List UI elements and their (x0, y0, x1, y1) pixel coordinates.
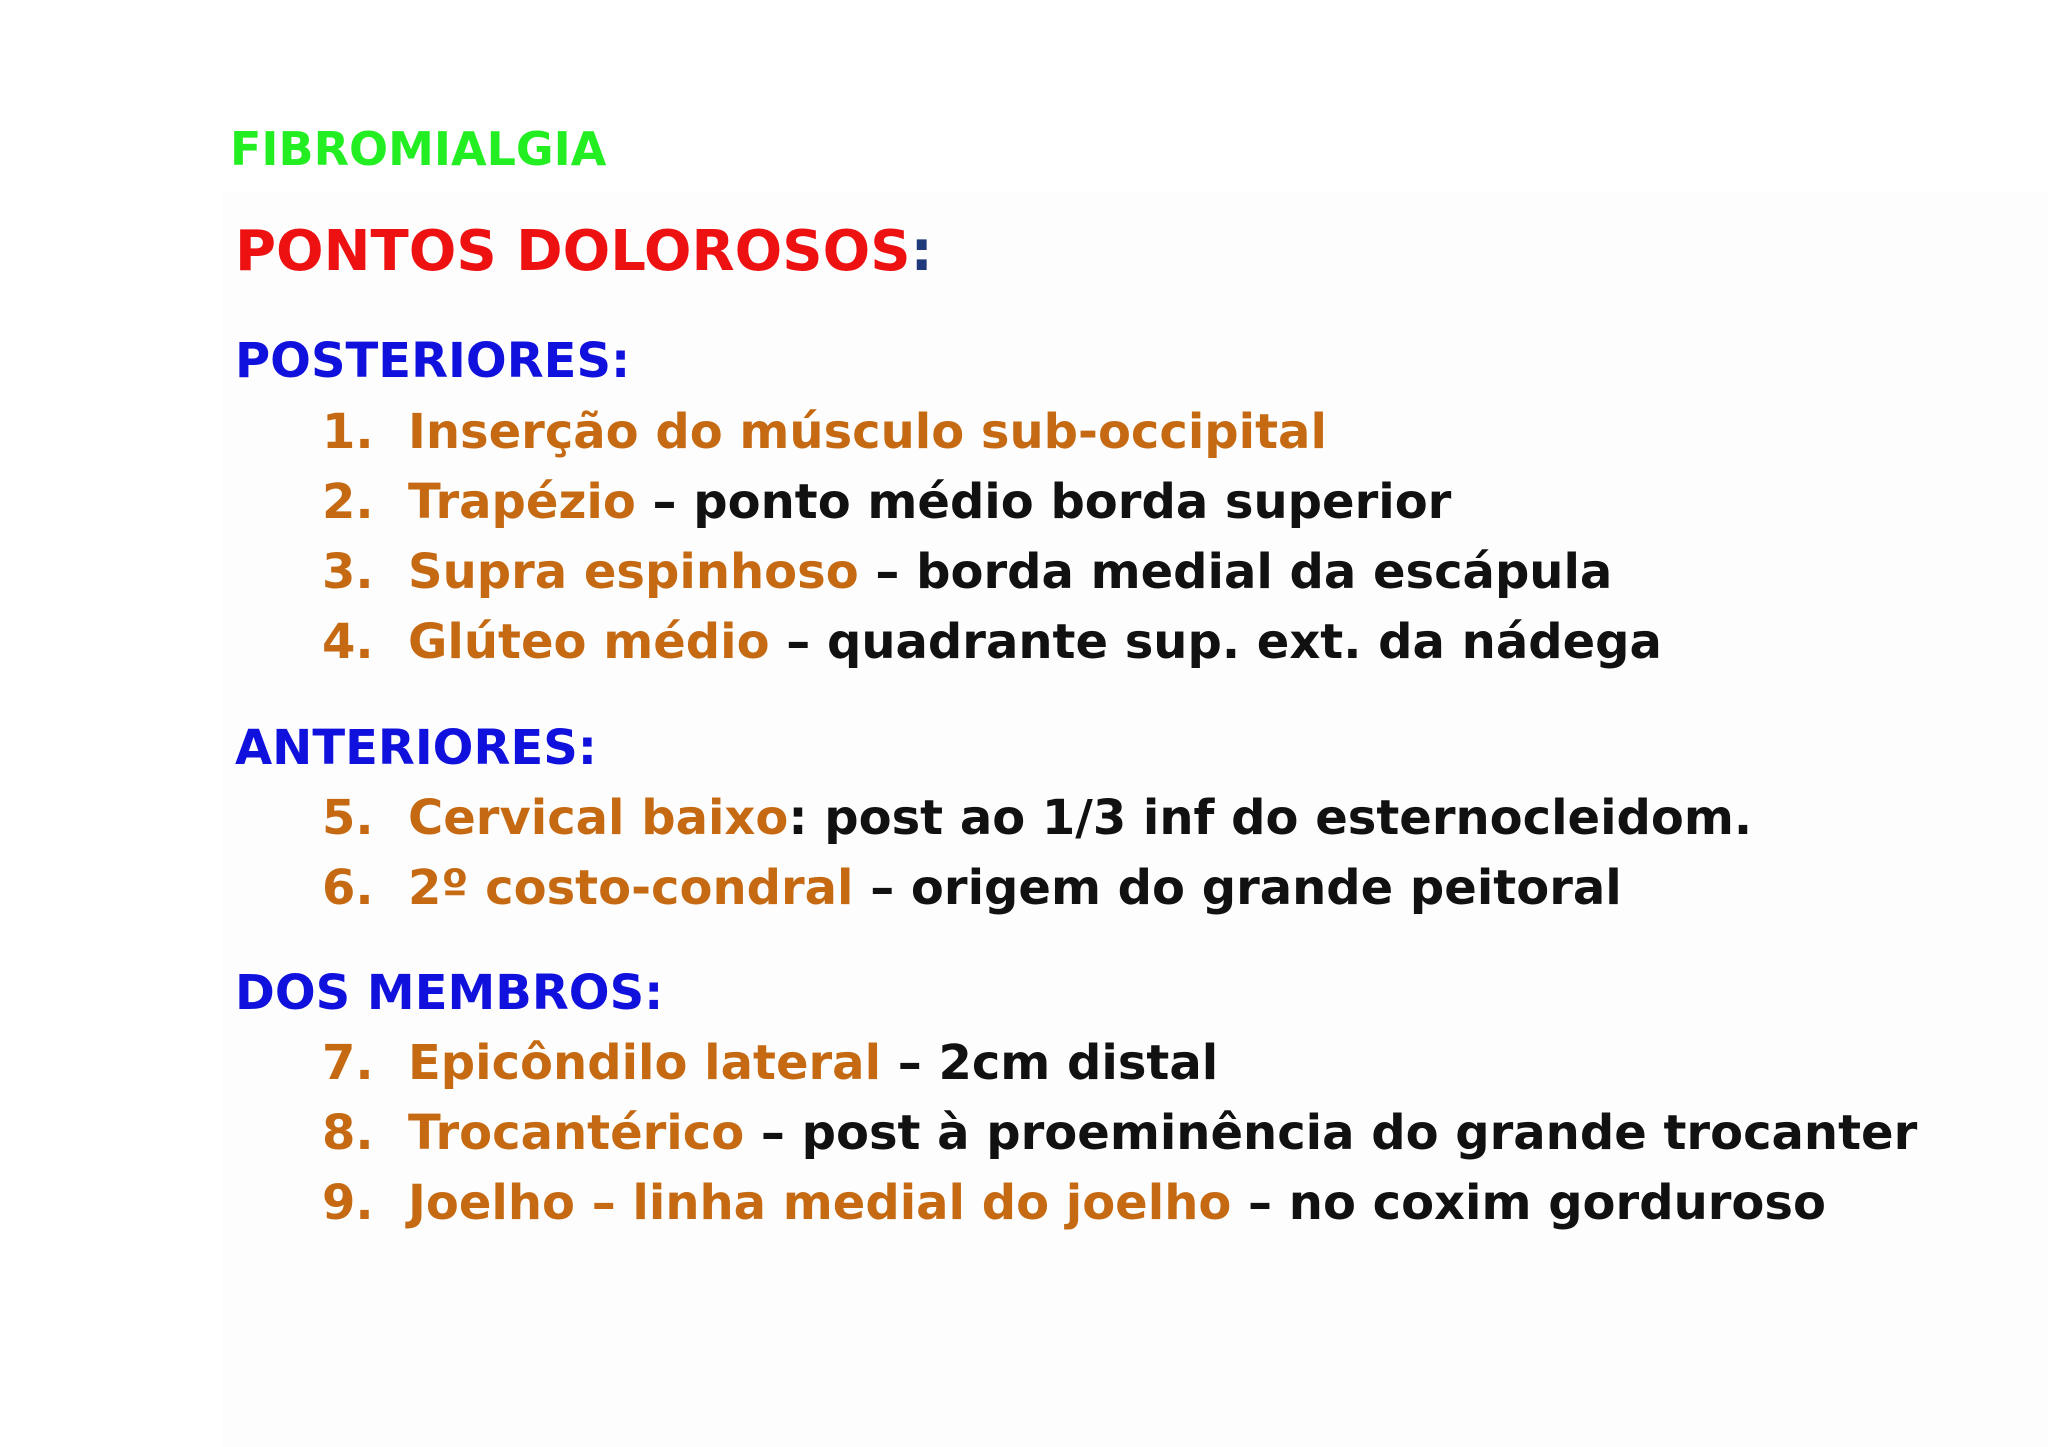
item-number: 5. (322, 790, 374, 846)
slide-title (235, 212, 933, 292)
title-colon: : (910, 219, 933, 284)
item-separator: – (881, 1035, 939, 1091)
item-number: 7. (322, 1035, 374, 1091)
list-item (322, 607, 1662, 677)
item-label: Trapézio (408, 474, 636, 530)
item-detail: no coxim gorduroso (1288, 1175, 1826, 1231)
list-item (322, 783, 1752, 853)
item-number: 3. (322, 544, 374, 600)
item-number: 1. (322, 404, 374, 460)
item-label: Inserção do músculo sub-occipital (408, 404, 1327, 460)
item-detail: quadrante sup. ext. da nádega (827, 614, 1662, 670)
item-separator: – (635, 474, 694, 530)
item-separator: – (858, 544, 917, 600)
section-heading-dos-membros: DOS MEMBROS: (235, 965, 664, 1021)
list-item (322, 397, 1327, 467)
item-detail: post ao 1/3 inf do esternocleidom. (824, 790, 1753, 846)
item-label: Epicôndilo lateral (408, 1035, 882, 1091)
item-detail: origem do grande peitoral (910, 860, 1622, 916)
list-item (322, 1028, 1218, 1098)
overtitle: FIBROMIALGIA (230, 122, 607, 176)
item-number: 8. (322, 1105, 374, 1161)
item-detail: 2cm distal (938, 1035, 1219, 1091)
item-separator: – (769, 614, 827, 670)
item-label: Cervical baixo (408, 790, 789, 846)
item-detail: post à proeminência do grande trocanter (801, 1105, 1918, 1161)
item-label: 2º costo-condral (408, 860, 854, 916)
item-detail: borda medial da escápula (916, 544, 1613, 600)
item-separator: – (744, 1105, 802, 1161)
title-text: PONTOS DOLOROSOS (235, 219, 911, 284)
item-number: 6. (322, 860, 374, 916)
list-item (322, 1168, 1826, 1238)
list-item (322, 853, 1622, 923)
item-detail: ponto médio borda superior (693, 474, 1452, 530)
item-number: 9. (322, 1175, 374, 1231)
item-separator: : (788, 790, 825, 846)
item-label: Trocantérico (408, 1105, 745, 1161)
item-separator: – (853, 860, 911, 916)
item-label: Glúteo médio (408, 614, 770, 670)
list-item (322, 467, 1451, 537)
item-number: 2. (322, 474, 374, 530)
section-heading-anteriores: ANTERIORES: (235, 720, 597, 776)
item-separator: – (1231, 1175, 1289, 1231)
item-label: Joelho – linha medial do joelho (408, 1175, 1232, 1231)
item-label: Supra espinhoso (408, 544, 859, 600)
item-number: 4. (322, 614, 374, 670)
section-heading-posteriores: POSTERIORES: (235, 333, 631, 389)
list-item (322, 537, 1612, 607)
list-item (322, 1098, 1917, 1168)
